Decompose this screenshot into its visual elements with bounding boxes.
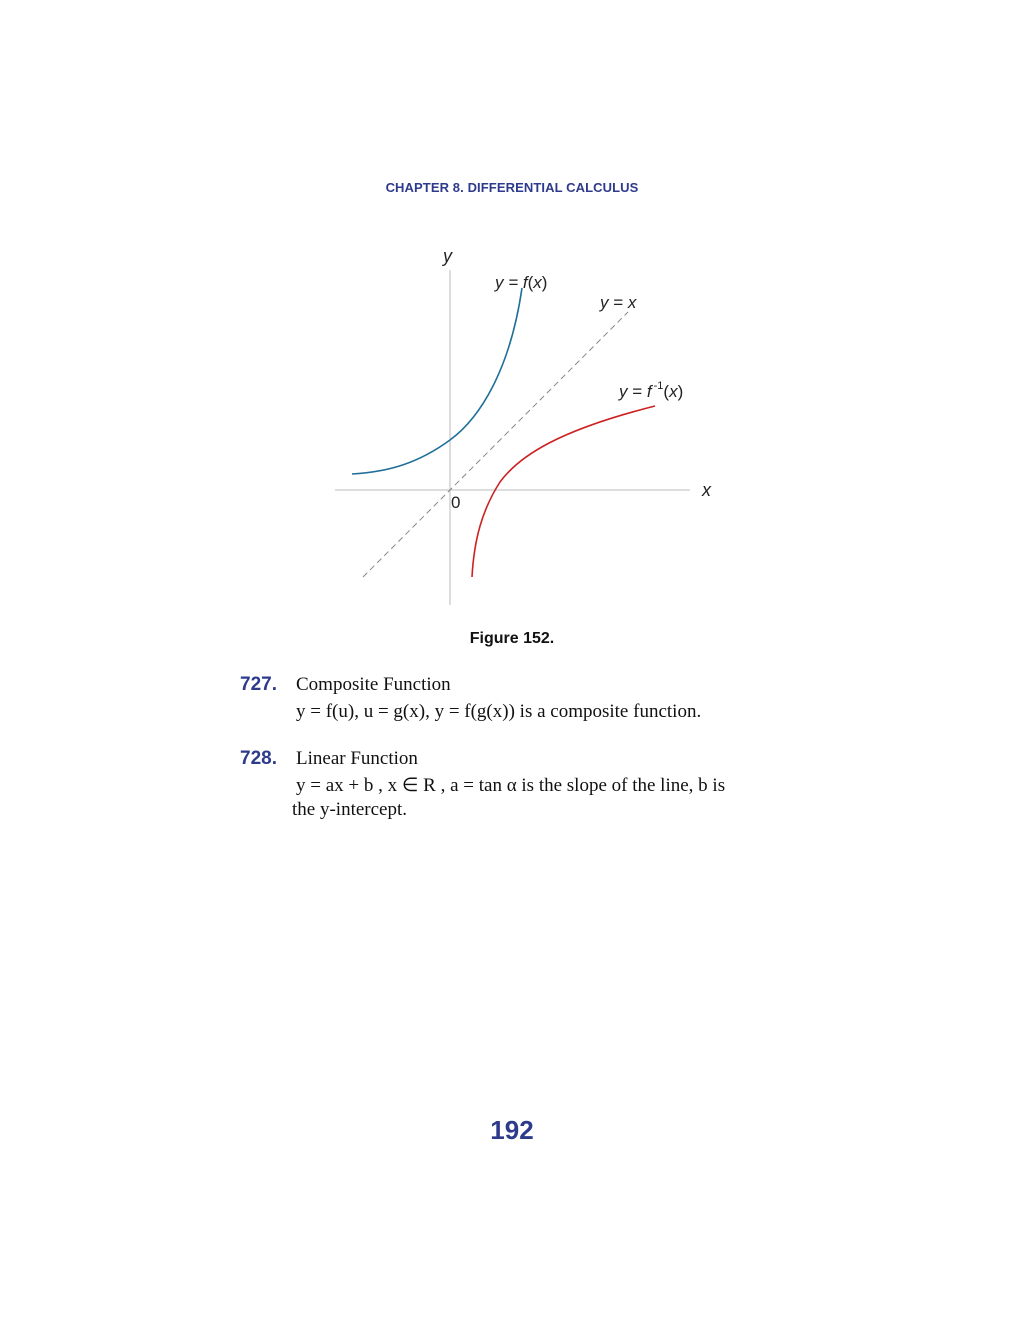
- f-curve-label: y = f(x): [495, 273, 548, 292]
- entry-number: 727.: [240, 674, 277, 695]
- x-axis-label: x: [702, 480, 711, 500]
- y-axis-label: y: [443, 246, 452, 266]
- inverse-function-figure: [0, 0, 1024, 640]
- entry-title: Linear Function: [296, 748, 418, 769]
- page-number: 192: [490, 1115, 534, 1145]
- identity-line-label: y = x: [600, 293, 637, 312]
- entry-formula-continued: the y-intercept.: [292, 799, 408, 820]
- running-header: CHAPTER 8. DIFFERENTIAL CALCULUS: [385, 180, 639, 195]
- figure-caption: Figure 152.: [469, 630, 555, 647]
- entry-number: 728.: [240, 748, 277, 769]
- entry-formula: y = f(u), u = g(x), y = f(g(x)) is a composite function.: [296, 701, 702, 722]
- inverse-curve-label: y = f $^{-1}$(x): [619, 380, 684, 401]
- f-curve: [352, 288, 522, 474]
- origin-label: 0: [451, 493, 461, 512]
- inverse-curve: [472, 406, 655, 577]
- entry-title: Composite Function: [296, 674, 451, 695]
- identity-line: [363, 312, 628, 577]
- entry-formula: y = ax + b , x ∈ R , a = tan α is the slope of the line, b is: [296, 775, 726, 796]
